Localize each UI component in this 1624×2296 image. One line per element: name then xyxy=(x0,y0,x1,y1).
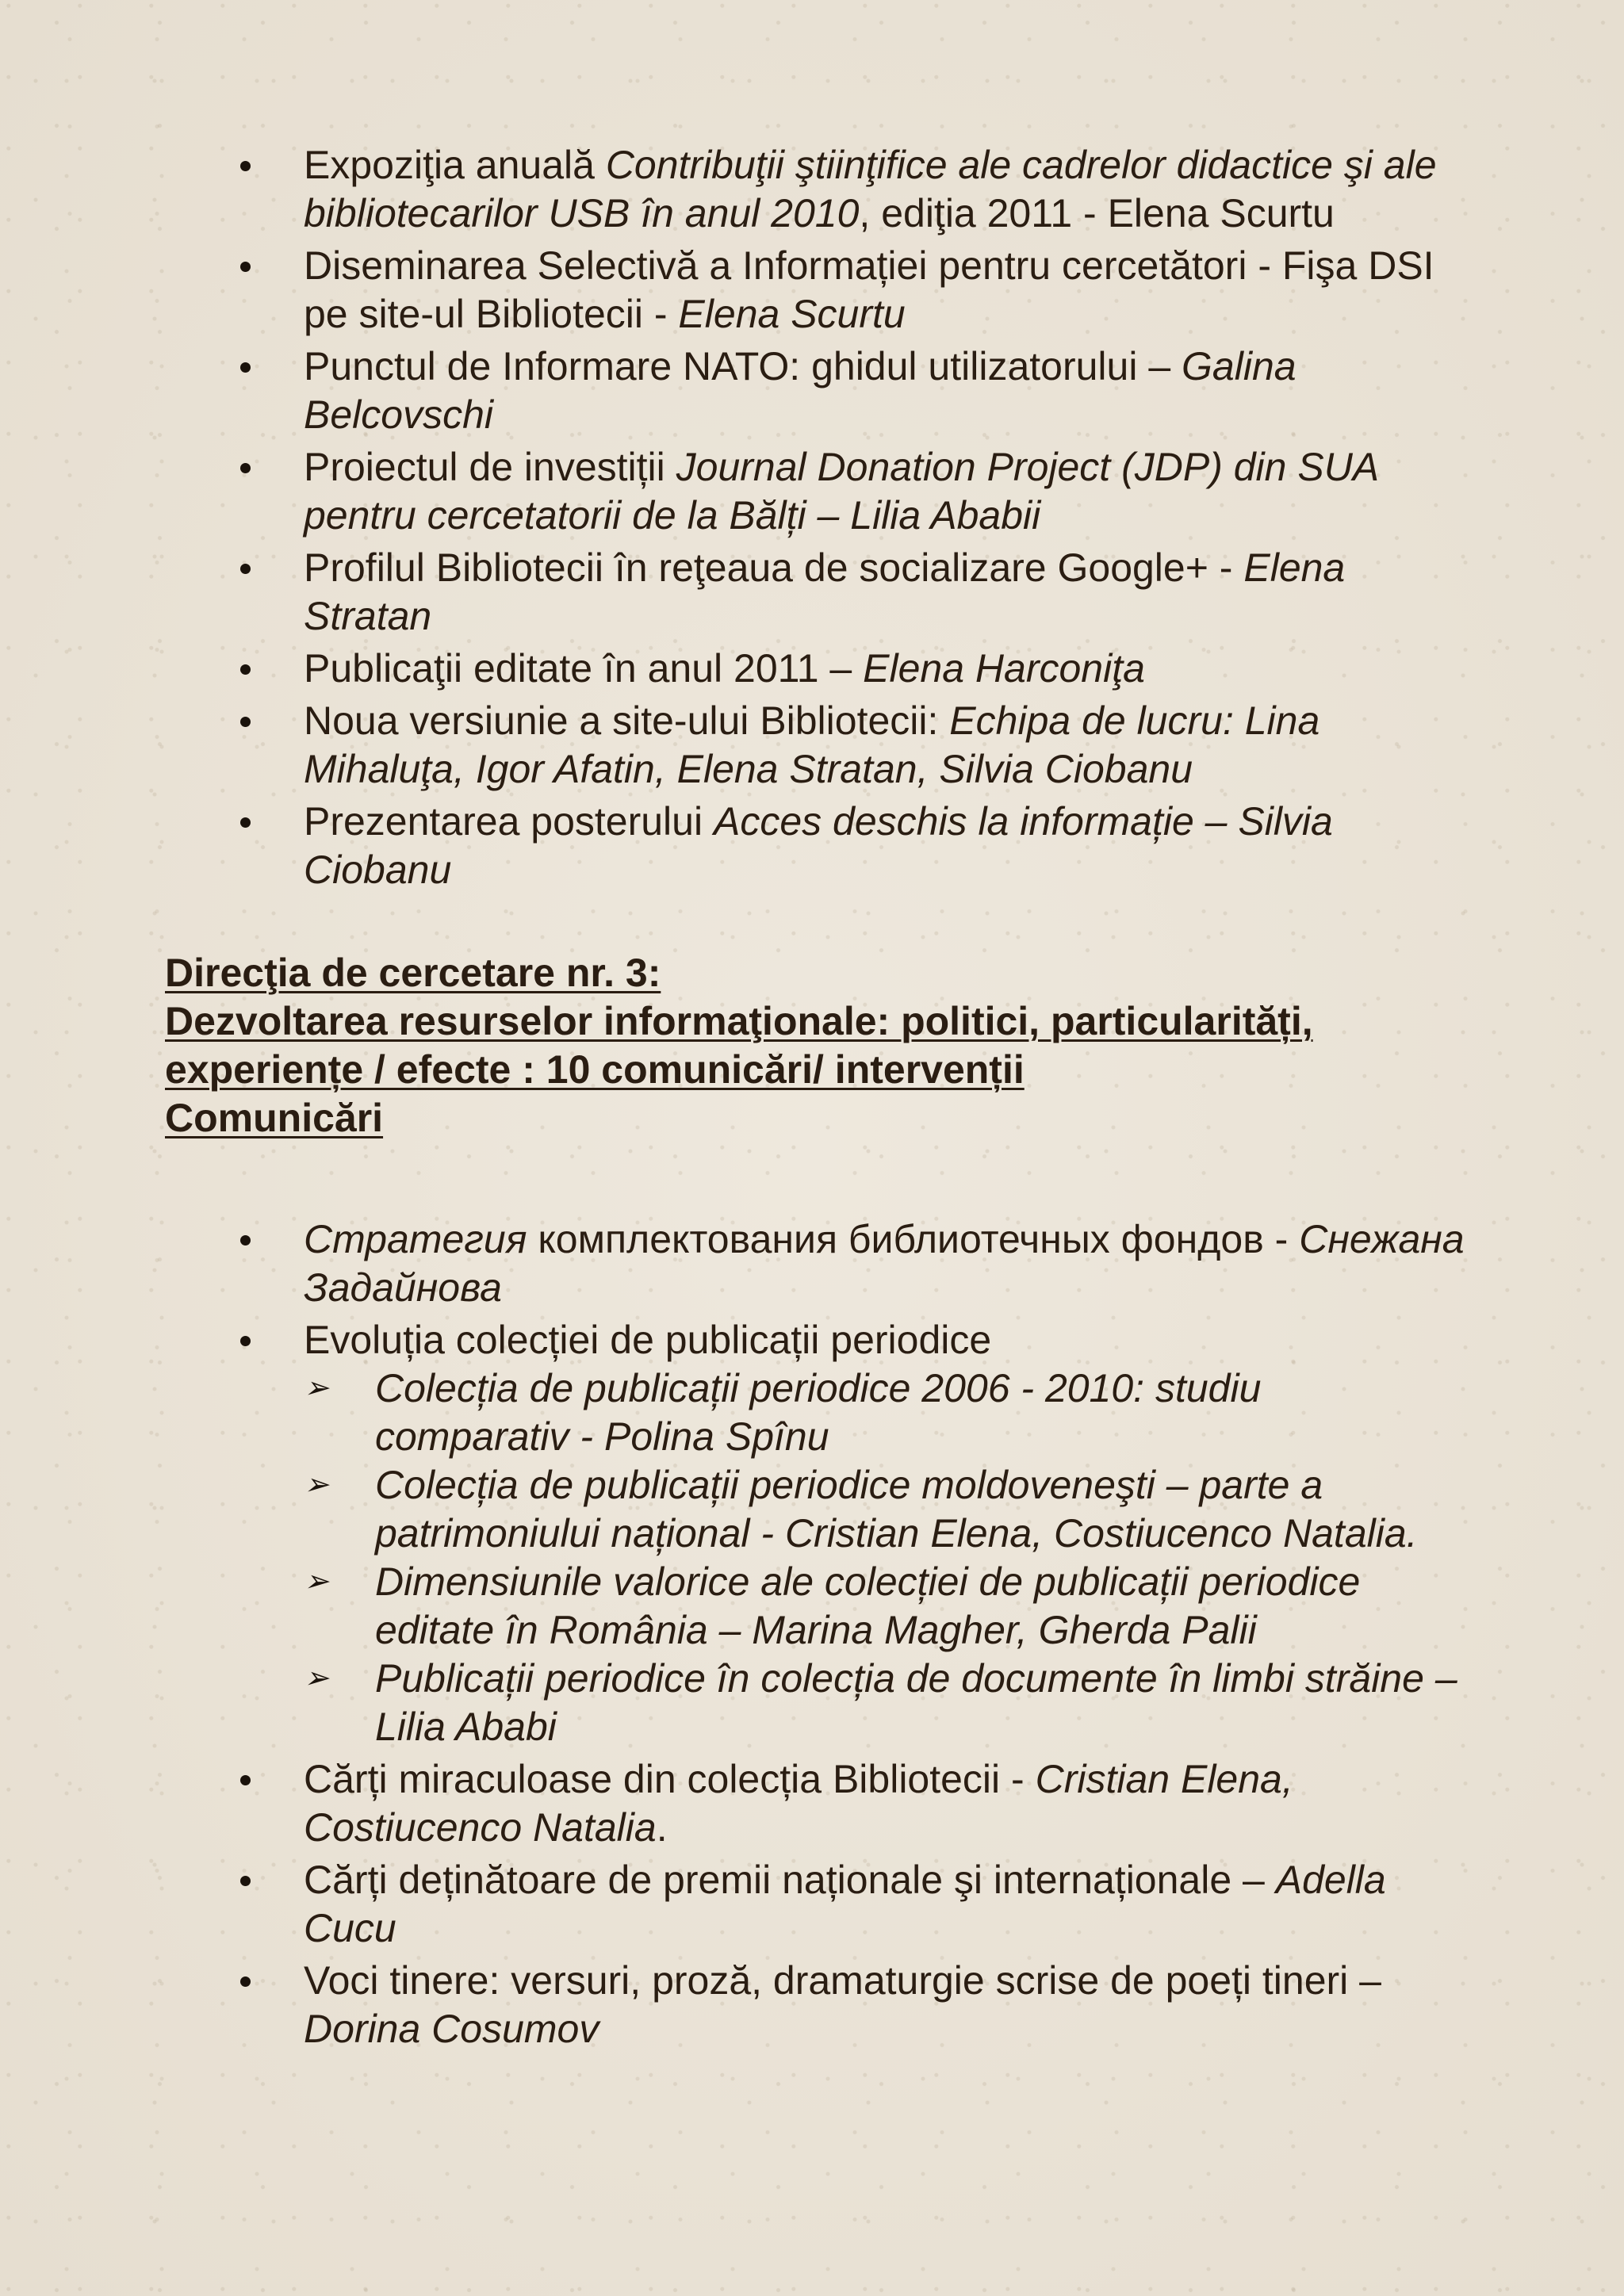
item-text: Cărți deținătoare de premii naționale şi internaționale – xyxy=(304,1858,1276,1902)
list-item xyxy=(165,645,1465,693)
research-direction-subtitle: Dezvoltarea resurselor informaţionale: politici, particularități, xyxy=(165,999,1313,1043)
item-author: Снежана Задайнова xyxy=(304,1217,1465,1310)
sub-item-text: Colecția de publicații periodice moldoveneşti – parte a patrimoniului național - Cristian Elena, Costiucenco Natalia. xyxy=(375,1463,1418,1556)
sub-list xyxy=(304,1364,1465,1751)
communications-label: Comunicări xyxy=(165,1096,384,1140)
bullet-icon xyxy=(240,817,251,828)
item-title: Стратегия xyxy=(304,1217,527,1261)
research-direction-subtitle-cont: experiențe / efecte : 10 comunicări/ intervenții xyxy=(165,1047,1025,1092)
bullet-icon xyxy=(240,564,251,574)
bullet-icon xyxy=(240,362,251,373)
item-author: Elena Harconiţa xyxy=(863,646,1145,691)
sub-item-text: Publicații periodice în colecția de documente în limbi străine – Lilia Ababi xyxy=(375,1656,1457,1749)
list-item xyxy=(165,1957,1465,2053)
section-heading xyxy=(165,949,1465,1142)
item-text: Evoluția colecției de publicații periodice xyxy=(304,1318,992,1362)
list-item xyxy=(165,544,1465,641)
list-item xyxy=(165,141,1465,238)
arrow-bullet-icon: ➢ xyxy=(304,1565,329,1598)
arrow-bullet-icon: ➢ xyxy=(304,1662,329,1695)
item-author: Dorina Cosumov xyxy=(304,2007,599,2051)
bullet-icon xyxy=(240,463,251,473)
item-tail: . xyxy=(656,1805,668,1850)
item-text: Profilul Bibliotecii în reţeaua de socializare Google+ - xyxy=(304,545,1244,590)
item-text: Voci tinere: versuri, proză, dramaturgie scrise de poeți tineri – xyxy=(304,1958,1381,2003)
bullet-icon xyxy=(240,1235,251,1246)
research-direction-title: Direcţia de cercetare nr. 3: xyxy=(165,951,661,995)
item-text: комплектования библиотечных фондов - xyxy=(527,1217,1300,1261)
bullet-icon xyxy=(240,1336,251,1346)
list-item xyxy=(165,1316,1465,1751)
list-item xyxy=(165,798,1465,894)
item-text: Diseminarea Selectivă a Informației pentru cercetători - Fişa DSI pe site-ul Bibliotecii - xyxy=(304,243,1434,336)
list-item xyxy=(165,1755,1465,1852)
list-item xyxy=(165,1215,1465,1312)
item-author: Elena Stratan xyxy=(304,545,1346,638)
list-item xyxy=(165,242,1465,339)
list-item xyxy=(165,443,1465,540)
communications-list xyxy=(165,1215,1465,2053)
document-page xyxy=(165,141,1465,2057)
bullet-icon xyxy=(240,664,251,675)
outputs-list xyxy=(165,141,1465,894)
item-authors: Echipa de lucru: Lina Mihaluţa, Igor Afatin, Elena Stratan, Silvia Ciobanu xyxy=(304,698,1320,791)
sub-list-item xyxy=(304,1364,1465,1461)
item-text: Proiectul de investiții xyxy=(304,445,676,489)
bullet-icon xyxy=(240,1775,251,1785)
item-text: Punctul de Informare NATO: ghidul utilizatorului – xyxy=(304,344,1182,388)
list-item xyxy=(165,342,1465,439)
sub-list-item xyxy=(304,1461,1465,1558)
bullet-icon xyxy=(240,1976,251,1987)
sub-list-item xyxy=(304,1655,1465,1751)
item-text: Publicaţii editate în anul 2011 – xyxy=(304,646,864,691)
item-author: Galina Belcovschi xyxy=(304,344,1297,437)
item-authors: Cristian Elena, Costiucenco Natalia xyxy=(304,1757,1293,1850)
bullet-icon xyxy=(240,1876,251,1886)
item-text: Expoziţia anuală xyxy=(304,143,606,187)
sub-list-item xyxy=(304,1558,1465,1655)
bullet-icon xyxy=(240,161,251,171)
item-tail: , ediţia 2011 - Elena Scurtu xyxy=(859,191,1335,235)
item-title: Journal Donation Project (JDP) din SUA pentru cercetatorii de la Bălți – Lilia Ababii xyxy=(304,445,1378,538)
arrow-bullet-icon: ➢ xyxy=(304,1372,329,1405)
bullet-icon xyxy=(240,717,251,727)
item-title: Acces deschis la informație – Silvia Ciobanu xyxy=(304,799,1333,892)
item-text: Prezentarea posterului xyxy=(304,799,714,844)
list-item xyxy=(165,1856,1465,1953)
sub-item-text: Colecția de publicații periodice 2006 - 2010: studiu comparativ - Polina Spînu xyxy=(375,1366,1262,1459)
item-author: Elena Scurtu xyxy=(678,292,906,336)
item-title: Contribuţii ştiinţifice ale cadrelor didactice şi ale bibliotecarilor USB în anul 2010 xyxy=(304,143,1437,235)
arrow-bullet-icon: ➢ xyxy=(304,1468,329,1502)
item-text: Cărți miraculoase din colecția Bibliotecii - xyxy=(304,1757,1036,1801)
item-author: Adella Cucu xyxy=(304,1858,1386,1950)
bullet-icon xyxy=(240,262,251,272)
sub-item-text: Dimensiunile valorice ale colecției de publicații periodice editate în România – Marina Magher, Gherda Palii xyxy=(375,1559,1361,1652)
item-text: Noua versiunie a site-ului Bibliotecii: xyxy=(304,698,950,743)
list-item xyxy=(165,697,1465,794)
